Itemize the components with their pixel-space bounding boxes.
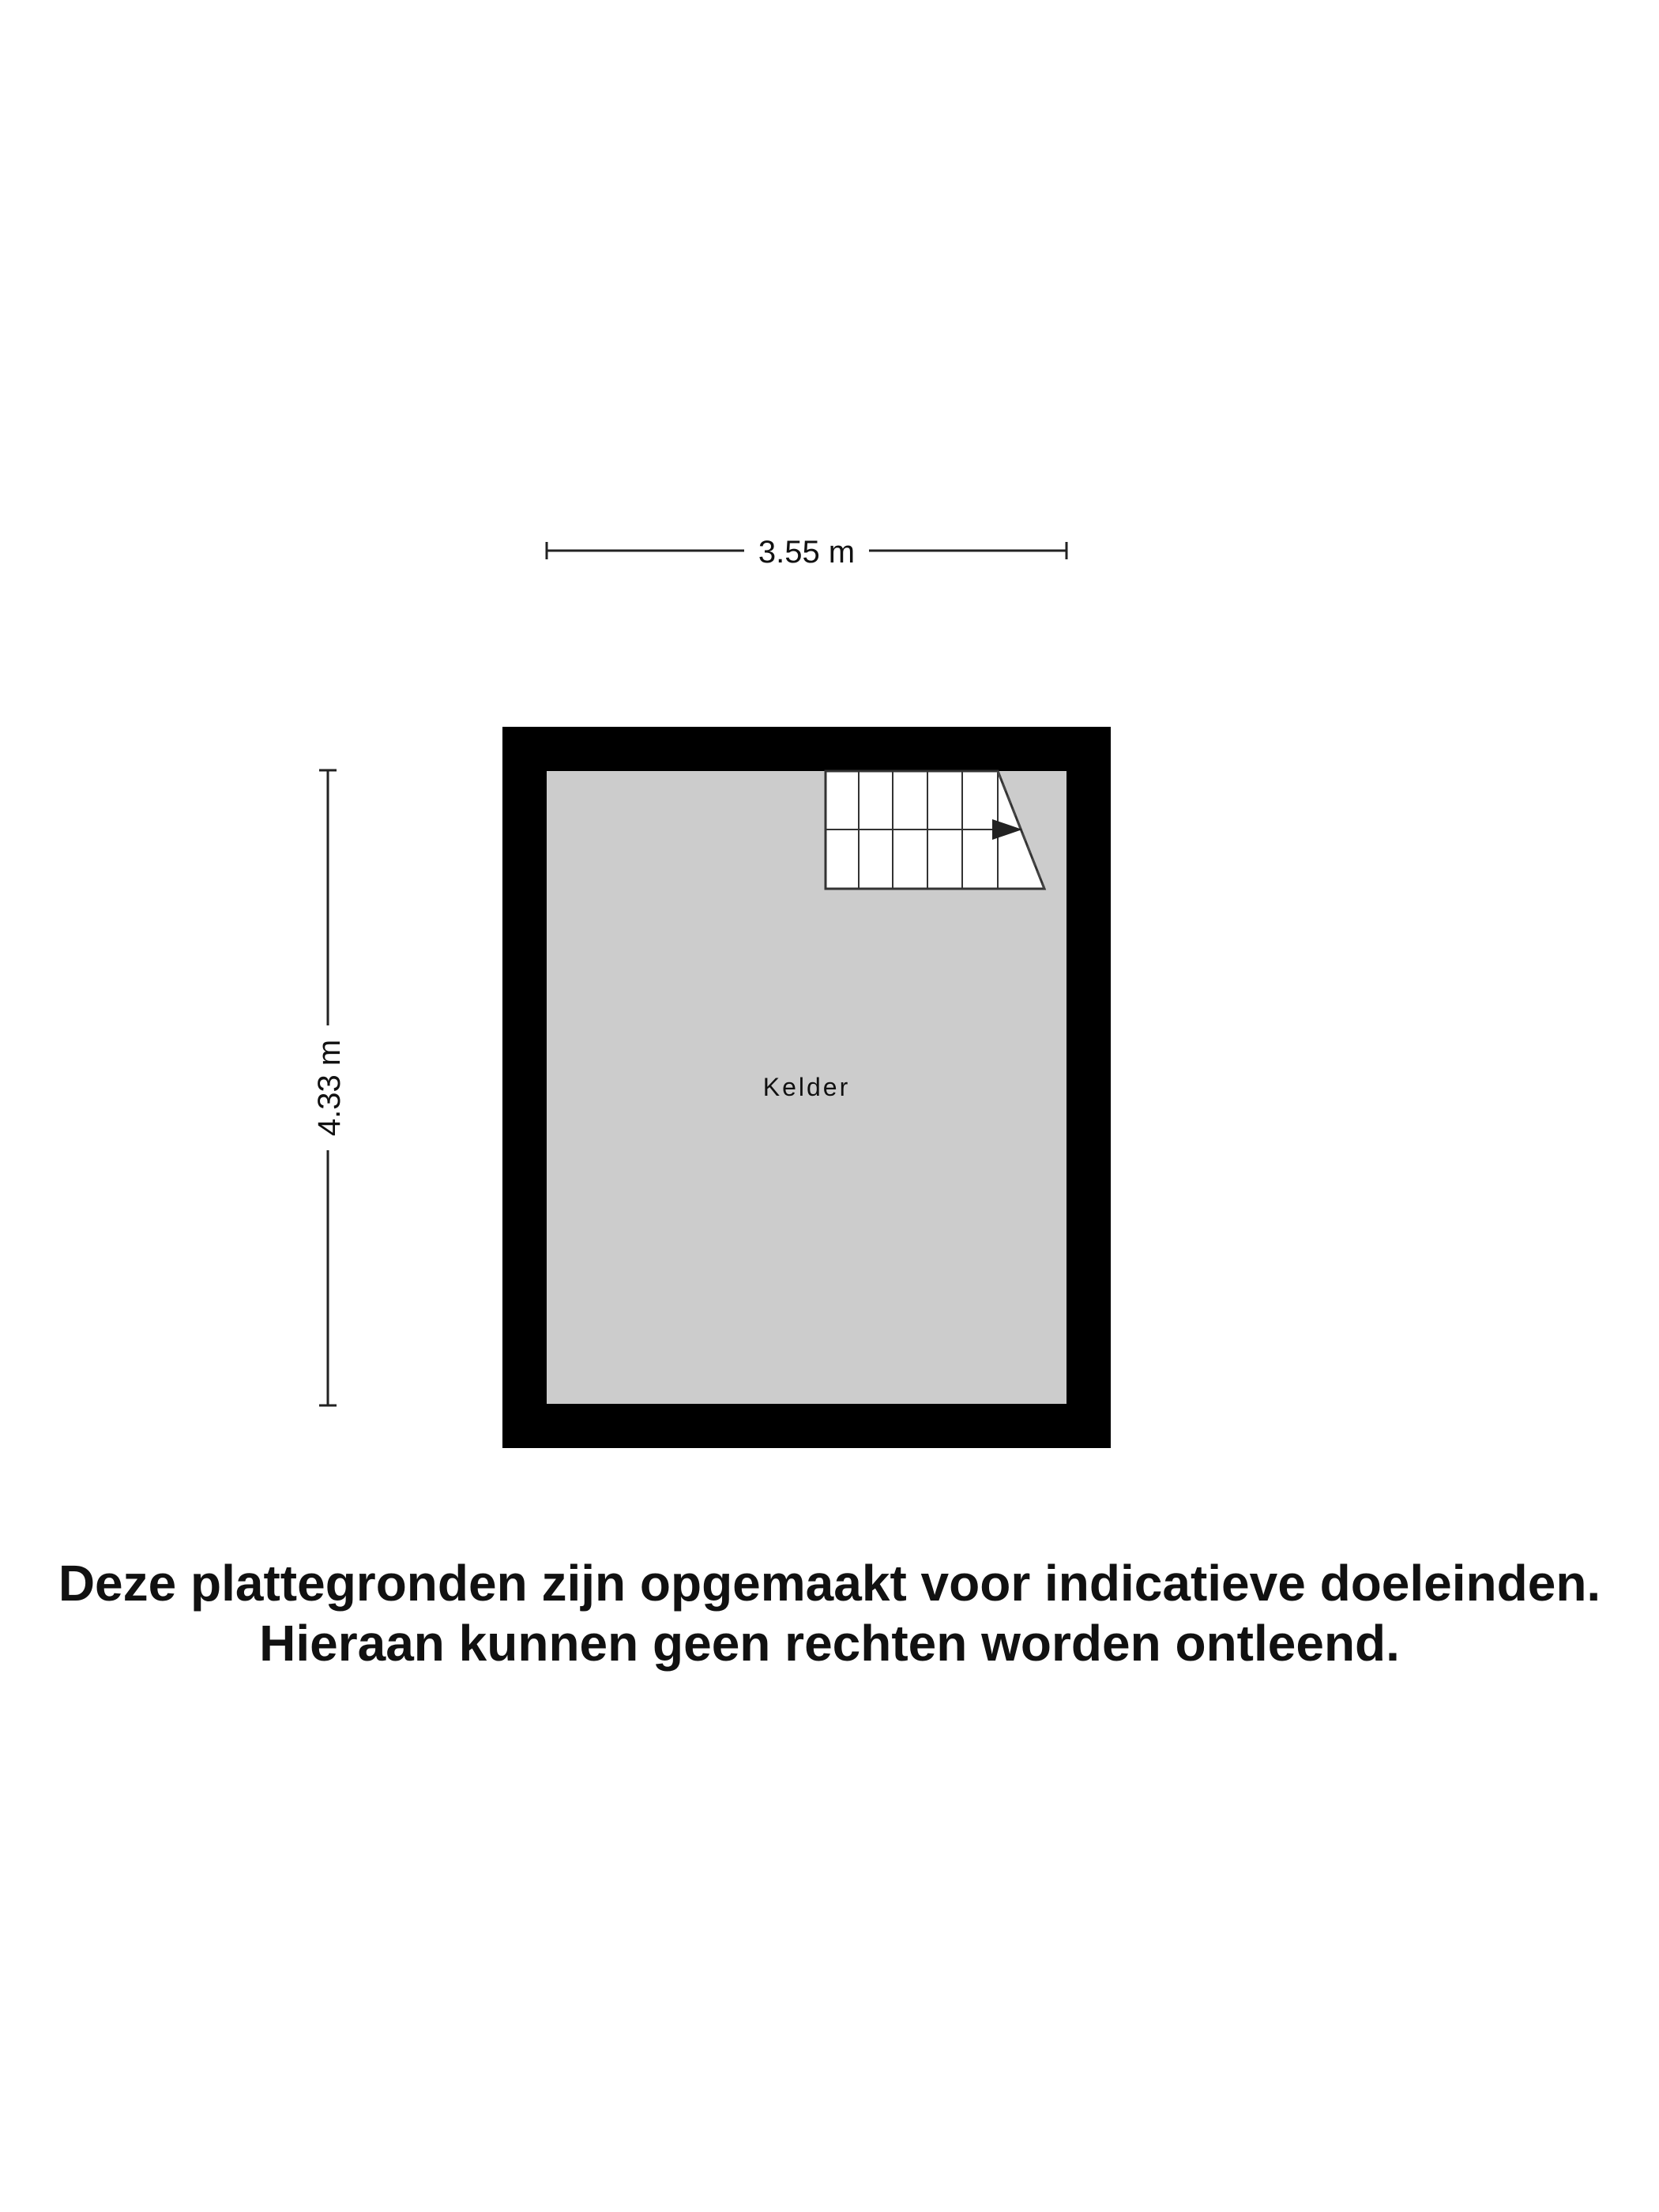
height-dimension-label: 4.33 m	[312, 1039, 347, 1137]
width-dimension	[547, 535, 1066, 570]
disclaimer-line-1: Deze plattegronden zijn opgemaakt voor indicatieve doeleinden.	[58, 1555, 1601, 1612]
disclaimer-line-2: Hieraan kunnen geen rechten worden ontleend.	[259, 1615, 1400, 1672]
room-label: Kelder	[762, 1073, 851, 1101]
height-dimension	[312, 770, 347, 1405]
width-dimension-label: 3.55 m	[758, 535, 856, 570]
